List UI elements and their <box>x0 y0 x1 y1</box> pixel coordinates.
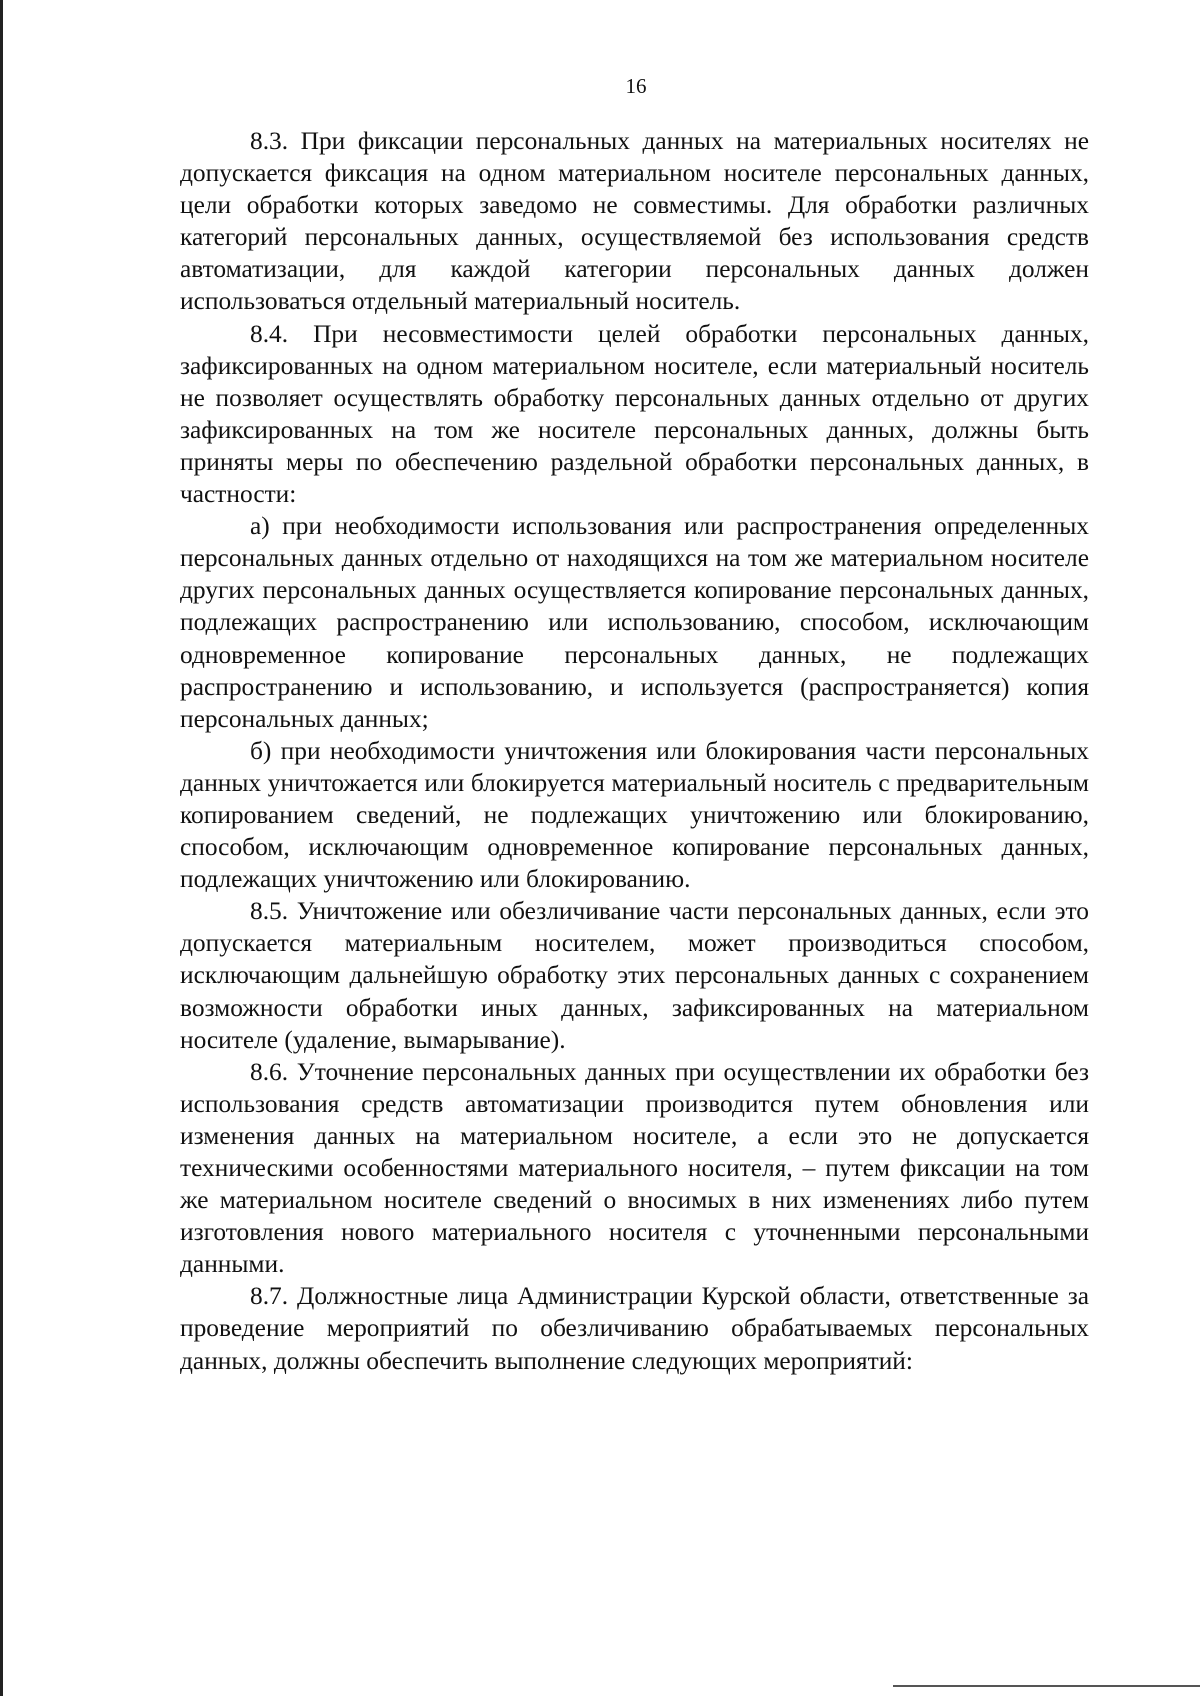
paragraph-8-3: 8.3. При фиксации персональных данных на материальных носителях не допускается фиксация на одном материальном носителе персональных данных, цели обработки которых заведомо не совместимы. Для обработки различных категорий персональных данных, осуществляемой без использования средств автоматизации, для каждой категории персональных данных должен использоваться отдельный материальный носитель. <box>180 127 1089 316</box>
paragraph-8-4: 8.4. При несовместимости целей обработки персональных данных, зафиксированных на одном материальном носителе, если материальный носитель не позволяет осуществлять обработку персональных данных отдельно от других зафиксированных на том же носителе персональных данных, должны быть приняты меры по обеспечению раздельной обработки персональных данных, в частности: <box>180 319 1089 509</box>
scan-edge-left <box>0 0 3 1696</box>
paragraph-8-4-a: а) при необходимости использования или распространения определенных персональных данных отдельно от находящихся на том же материальном носителе других персональных данных осуществляется копирование персональных данных, подлежащих распространению или использованию, способом, исключающим одновременное копирование персональных данных, не подлежащих распространению и использованию, и используется (распространяется) копия персональных данных; <box>180 512 1089 733</box>
paragraph-8-7: 8.7. Должностные лица Администрации Курской области, ответственные за проведение мероприятий по обезличиванию обрабатываемых персональных данных, должны обеспечить выполнение следующих мероприятий: <box>180 1282 1089 1375</box>
page-number: 16 <box>625 74 647 98</box>
paragraph-8-5: 8.5. Уничтожение или обезличивание части персональных данных, если это допускается материальным носителем, может производиться способом, исключающим дальнейшую обработку этих персональных данных с сохранением возможности обработки иных данных, зафиксированных на материальном носителе (удаление, вымарывание). <box>180 897 1089 1054</box>
document-body <box>180 125 1089 1377</box>
paragraph-8-6: 8.6. Уточнение персональных данных при осуществлении их обработки без использования средств автоматизации производится путем обновления или изменения данных на материальном носителе, а если это не допускается техническими особенностями материального носителя, – путем фиксации на том же материальном носителе сведений о вносимых в них изменениях либо путем изготовления нового материального носителя с уточненными персональными данными. <box>180 1057 1089 1279</box>
scan-edge-bottom <box>893 1685 1200 1687</box>
paragraph-8-4-b: б) при необходимости уничтожения или блокирования части персональных данных уничтожается или блокируется материальный носитель с предварительным копированием сведений, не подлежащих уничтожению или блокированию, способом, исключающим одновременное копирование персональных данных, подлежащих уничтожению или блокированию. <box>180 736 1089 894</box>
